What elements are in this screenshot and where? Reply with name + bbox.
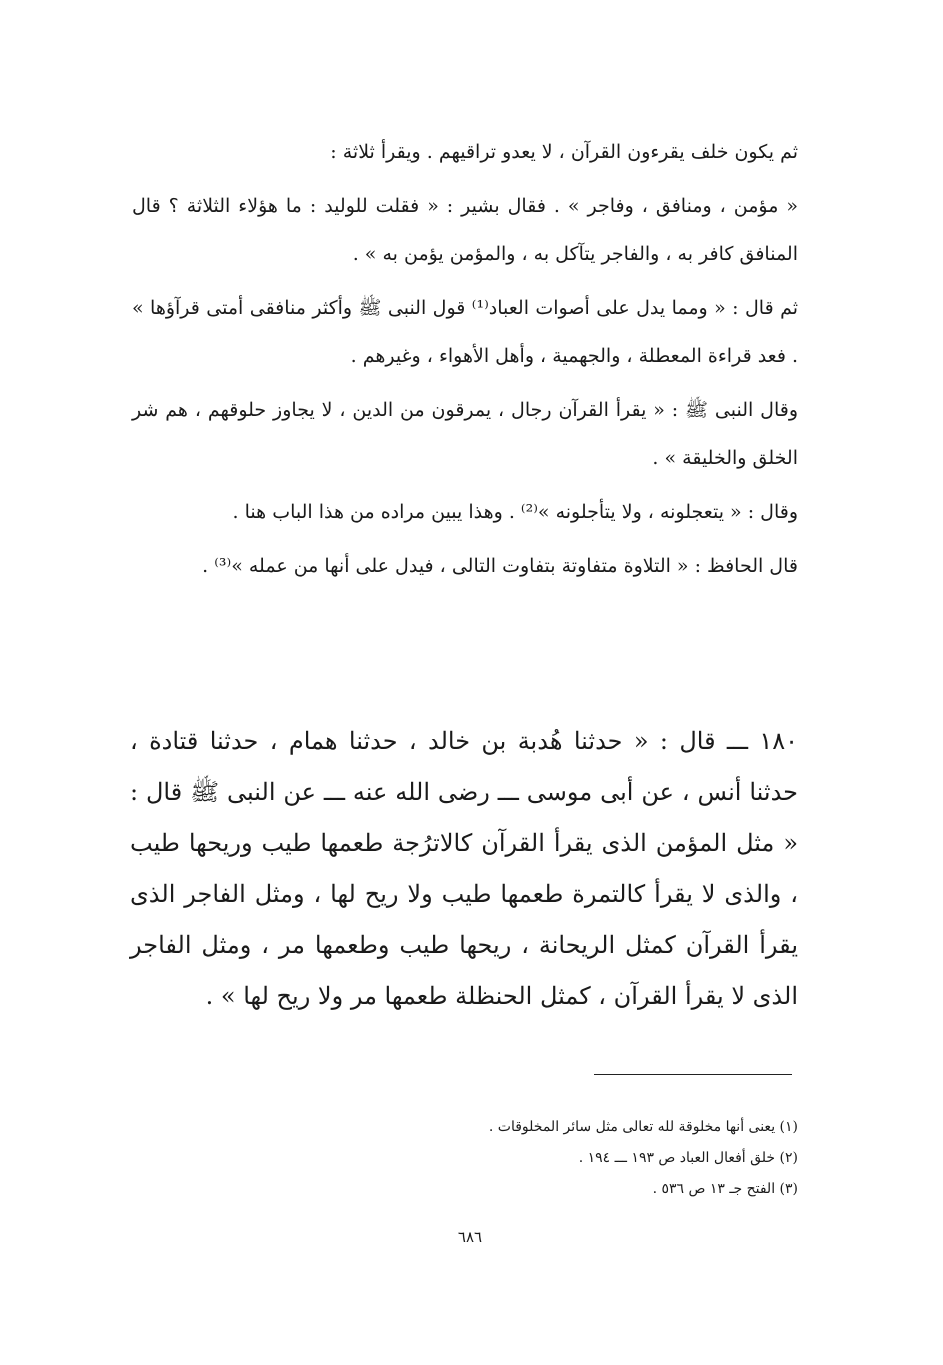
page-number: ٦٨٦ xyxy=(457,1228,483,1246)
paragraph-4: وقال النبى ﷺ : « يقرأ القرآن رجال ، يمرقون من الدين ، لا يجاوز حلوقهم ، هم شر الخلق والخليقة » . xyxy=(132,399,798,469)
main-text xyxy=(132,128,798,590)
paragraph-2: « مؤمن ، ومنافق ، وفاجر » . فقال بشير : « فقلت للوليد : ما هؤلاء الثلاثة ؟ قال المنافق كافر به ، والفاجر يتآكل به ، والمؤمن يؤمن به » . xyxy=(132,195,798,265)
footnotes xyxy=(420,1112,798,1205)
paragraph-3: ثم قال : « ومما يدل على أصوات العباد⁽¹⁾ قول النبى ﷺ وأكثر منافقى أمتى قرآؤها » . فعد قراءة المعطلة ، والجهمية ، وأهل الأهواء ، وغيرهم . xyxy=(132,297,799,367)
paragraph-5: وقال : « يتعجلونه ، ولا يتأجلونه »⁽²⁾ . وهذا يبين مراده من هذا الباب هنا . xyxy=(232,501,798,523)
hadith-180: ١٨٠ ـــ قال : « حدثنا هُدبة بن خالد ، حدثنا همام ، حدثنا قتادة ، حدثنا أنس ، عن أبى موسى ـــ رضى الله عنه ـــ عن النبى ﷺ قال : « مثل المؤمن الذى يقرأ القرآن كالاترُجة طعمها طيب وريحها طيب ، والذى لا يقرأ كالتمرة طعمها طيب ولا ريح لها ، ومثل الفاجر الذى يقرأ القرآن كمثل الريحانة ، ريحها طيب وطعمها مر ، ومثل الفاجر الذى لا يقرأ القرآن ، كمثل الحنظلة طعمها مر ولا ريح لها » . xyxy=(130,727,799,1010)
footnote-separator xyxy=(594,1074,792,1075)
footnote-3: (٣) الفتح جـ ١٣ ص ٥٣٦ . xyxy=(652,1181,798,1197)
paragraph-1: ثم يكون خلف يقرءون القرآن ، لا يعدو تراقيهم . ويقرأ ثلاثة : xyxy=(330,141,798,163)
paragraph-6: قال الحافظ : « التلاوة متفاوتة بتفاوت التالى ، فيدل على أنها من عمله »⁽³⁾ . xyxy=(202,555,798,577)
footnote-1: (١) يعنى أنها مخلوقة لله تعالى مثل سائر المخلوقات . xyxy=(488,1119,798,1135)
footnote-2: (٢) خلق أفعال العباد ص ١٩٣ ـــ ١٩٤ . xyxy=(578,1150,798,1166)
